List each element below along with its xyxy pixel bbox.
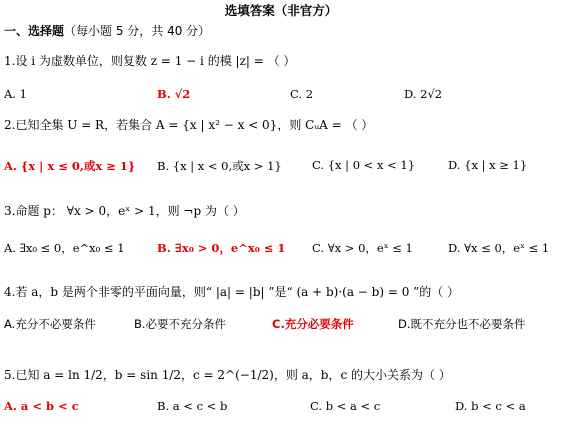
question-3-option-d: D. ∀x ≤ 0，eˣ ≤ 1 bbox=[448, 241, 550, 255]
question-4-option-c-correct: C.充分必要条件 bbox=[272, 317, 354, 331]
question-2-option-d: D. {x | x ≥ 1} bbox=[448, 158, 528, 172]
question-5-option-a-correct: A. a < b < c bbox=[4, 399, 79, 413]
page-title: 选填答案（非官方） bbox=[224, 3, 338, 18]
question-4-option-a: A.充分不必要条件 bbox=[4, 317, 96, 331]
question-5-option-c: C. b < a < c bbox=[310, 399, 381, 413]
question-1-option-a: A. 1 bbox=[4, 87, 27, 101]
question-1-option-b-correct: B. √2 bbox=[157, 87, 191, 101]
question-2-option-b: B. {x | x < 0,或x > 1} bbox=[157, 159, 282, 173]
section-label: 一、选择题 bbox=[4, 24, 65, 38]
question-5-option-b: B. a < c < b bbox=[157, 399, 228, 413]
section-note: （每小题 5 分，共 40 分） bbox=[64, 24, 211, 38]
question-4-stem: 4.若 a，b 是两个非零的平面向量，则“ |a| = |b| ”是“ (a + b)·(a − b) = 0 ”的（ ） bbox=[4, 285, 460, 299]
question-3-option-b-correct: B. ∃x₀ > 0，e^x₀ ≤ 1 bbox=[157, 241, 286, 255]
question-2-stem: 2.已知全集 U = R，若集合 A = {x | x² − x < 0}，则 CᵤA = （ ） bbox=[4, 118, 374, 132]
question-2-option-a-correct: A. {x | x ≤ 0,或x ≥ 1} bbox=[4, 159, 136, 173]
question-1-option-c: C. 2 bbox=[290, 87, 314, 101]
question-3-option-a: A. ∃x₀ ≤ 0，e^x₀ ≤ 1 bbox=[4, 241, 125, 255]
question-3-option-c: C. ∀x > 0，eˣ ≤ 1 bbox=[312, 241, 413, 255]
question-1-option-d: D. 2√2 bbox=[404, 87, 443, 101]
question-4-option-b: B.必要不充分条件 bbox=[134, 317, 227, 331]
question-5-stem: 5.已知 a = ln 1/2，b = sin 1/2，c = 2^(−1/2)，则 a，b，c 的大小关系为（ ） bbox=[4, 368, 451, 382]
question-2-option-c: C. {x | 0 < x < 1} bbox=[312, 158, 416, 172]
question-4-option-d: D.既不充分也不必要条件 bbox=[398, 317, 526, 331]
section-heading bbox=[4, 22, 210, 39]
question-3-stem: 3.命题 p： ∀x > 0，eˣ > 1，则 ¬p 为（ ） bbox=[4, 204, 245, 218]
question-1-stem: 1.设 i 为虚数单位，则复数 z = 1 − i 的模 |z| = （ ） bbox=[4, 54, 296, 68]
question-5-option-d: D. b < c < a bbox=[455, 399, 526, 413]
